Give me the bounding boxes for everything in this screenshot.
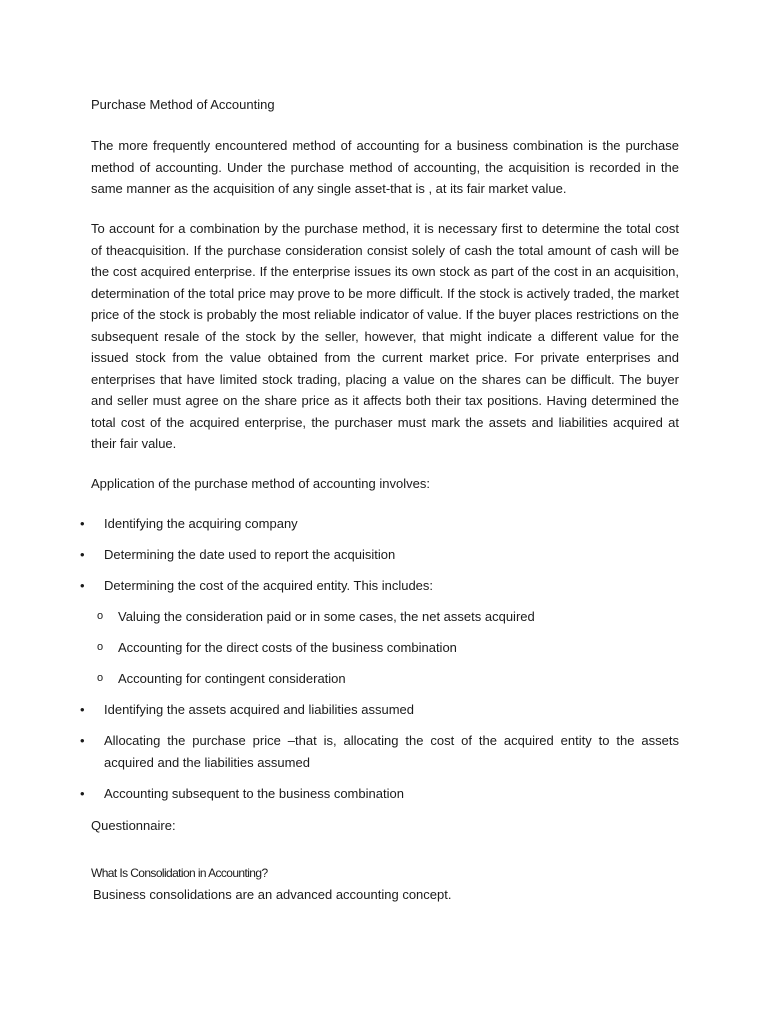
circle-bullet-icon: o	[97, 641, 104, 653]
list-item-text: Determining the cost of the acquired entity. This includes:	[104, 578, 434, 593]
list-item-text: Identifying the assets acquired and liabilities assumed	[104, 702, 415, 717]
list-item-text: Determining the date used to report the acquisition	[104, 547, 396, 562]
bullet-icon: •	[80, 578, 85, 593]
list-intro: Application of the purchase method of accounting involves:	[91, 476, 430, 491]
list-item	[80, 783, 679, 805]
list-item	[80, 699, 679, 721]
list-item	[80, 730, 679, 773]
document-title: Purchase Method of Accounting	[91, 97, 275, 112]
list-item-text: Valuing the consideration paid or in some cases, the net assets acquired	[118, 609, 535, 624]
circle-bullet-icon: o	[97, 610, 104, 622]
sub-list-item	[97, 606, 679, 628]
bullet-icon: •	[80, 702, 85, 717]
question-answer: Business consolidations are an advanced accounting concept.	[93, 887, 452, 902]
sub-list-item	[97, 668, 679, 690]
list-item-text: Accounting for the direct costs of the business combination	[118, 640, 457, 655]
cost-paragraph: To account for a combination by the purchase method, it is necessary first to determine the total cost of theacquisition. If the purchase consideration consist solely of cash the total amount of cash will be the cost acquired enterprise. If the enterprise issues its own stock as part of the cost in an acquisition, determination of the total price may prove to be more difficult. If the stock is actively traded, the market price of the stock is probably the most reliable indicator of value. If the buyer places restrictions on the subsequent resale of the stock by the seller, however, that might indicate a different value for the issued stock from the value obtained from the current market price. For private enterprises and enterprises that have limited stock trading, placing a value on the shares can be difficult. The buyer and seller must agree on the share price as it affects both their tax positions. Having determined the total cost of the acquired enterprise, the purchaser must mark the assets and liabilities acquired at their fair value.	[91, 221, 679, 451]
list-item-text: Identifying the acquiring company	[104, 516, 298, 531]
intro-paragraph: The more frequently encountered method of accounting for a business combination is the purchase method of accounting. Under the purchase method of accounting, the acquisition is recorded in the same manner as the acquisition of any single asset-that is , at its fair market value.	[91, 138, 679, 196]
list-item	[80, 575, 679, 597]
list-item	[80, 544, 679, 566]
list-item	[80, 513, 679, 535]
list-item-text: Accounting subsequent to the business combination	[104, 786, 404, 801]
list-item-text: Accounting for contingent consideration	[118, 671, 346, 686]
list-item-text: Allocating the purchase price –that is, allocating the cost of the acquired entity to the assets acquired and the liabilities assumed	[104, 733, 679, 770]
question-heading: What Is Consolidation in Accounting?	[91, 866, 268, 880]
bullet-icon: •	[80, 786, 85, 801]
bullet-icon: •	[80, 516, 85, 531]
bullet-icon: •	[80, 733, 85, 748]
circle-bullet-icon: o	[97, 672, 104, 684]
questionnaire-label: Questionnaire:	[91, 818, 176, 833]
sub-list-item	[97, 637, 679, 659]
bullet-icon: •	[80, 547, 85, 562]
